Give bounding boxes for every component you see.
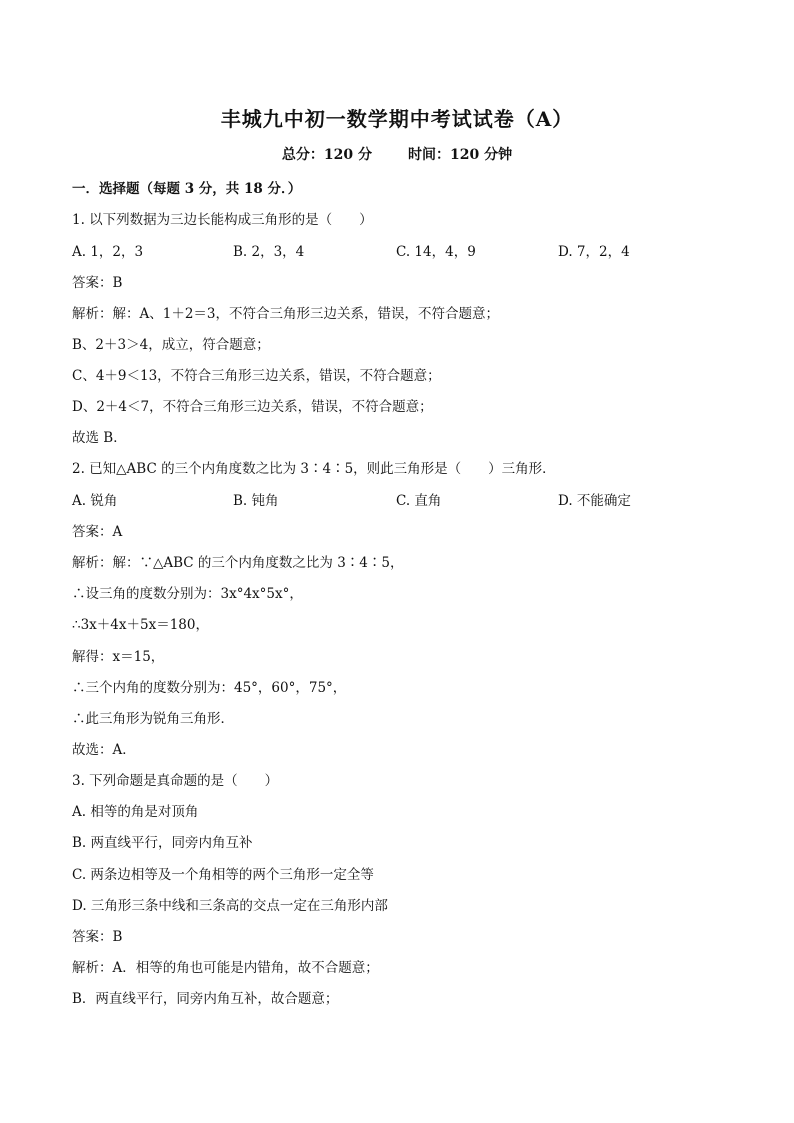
exam-time: 时间：120 分钟 xyxy=(408,147,513,163)
q1-analysis-line: C、4＋9＜13，不符合三角形三边关系，错误，不符合题意； xyxy=(72,368,441,384)
q2-option-c: C. 直角 xyxy=(396,493,442,509)
q2-analysis-line: 故选：A． xyxy=(72,742,136,758)
q1-analysis-line: D、2＋4＜7，不符合三角形三边关系，错误，不符合题意； xyxy=(72,399,433,415)
q2-analysis-line: ∴此三角形为锐角三角形． xyxy=(72,711,234,727)
q1-stem: 1. 以下列数据为三边长能构成三角形的是（ ） xyxy=(72,212,373,228)
q1-analysis-line: 故选 B． xyxy=(72,430,127,446)
total-score: 总分：120 分 xyxy=(281,147,372,163)
q3-analysis-line: B．两直线平行，同旁内角互补，故合题意； xyxy=(72,991,339,1007)
q3-option-b: B. 两直线平行，同旁内角互补 xyxy=(72,835,253,851)
exam-title: 丰城九中初一数学期中考试试卷（A） xyxy=(220,107,574,131)
q2-analysis-line: ∴设三角的度数分别为：3x°4x°5x°， xyxy=(72,586,303,602)
q3-option-c: C. 两条边相等及一个角相等的两个三角形一定全等 xyxy=(72,867,374,883)
q2-analysis-line: 解析：解：∵△ABC 的三个内角度数之比为 3∶4∶5， xyxy=(72,555,404,571)
q2-answer: 答案：A xyxy=(72,524,123,540)
q1-option-d: D. 7，2，4 xyxy=(558,244,630,260)
q2-analysis-line: 解得：x＝15， xyxy=(72,649,165,665)
q1-analysis-line: B、2＋3＞4，成立，符合题意； xyxy=(72,337,270,353)
q2-stem: 2. 已知△ABC 的三个内角度数之比为 3∶4∶5，则此三角形是（ ）三角形． xyxy=(72,461,556,477)
q3-option-a: A. 相等的角是对顶角 xyxy=(72,804,199,820)
q2-option-b: B. 钝角 xyxy=(233,493,279,509)
q1-option-a: A. 1，2，3 xyxy=(72,244,144,260)
q3-stem: 3. 下列命题是真命题的是（ ） xyxy=(72,773,279,789)
q2-option-d: D. 不能确定 xyxy=(558,493,631,509)
q3-answer: 答案：B xyxy=(72,929,123,945)
q1-analysis-line: 解析：解：A、1＋2＝3，不符合三角形三边关系，错误，不符合题意； xyxy=(72,306,500,322)
q1-option-c: C. 14，4，9 xyxy=(396,244,476,260)
q1-option-b: B. 2，3，4 xyxy=(233,244,305,260)
exam-meta xyxy=(0,144,794,164)
q2-analysis-line: ∴3x＋4x＋5x＝180， xyxy=(72,617,209,633)
section-heading: 一．选择题（每题 3 分，共 18 分．） xyxy=(72,181,302,197)
q3-option-d: D. 三角形三条中线和三条高的交点一定在三角形内部 xyxy=(72,898,388,914)
q2-analysis-line: ∴三个内角的度数分别为：45°，60°，75°， xyxy=(72,680,347,696)
q2-option-a: A. 锐角 xyxy=(72,493,118,509)
q3-analysis-line: 解析：A．相等的角也可能是内错角，故不合题意； xyxy=(72,960,379,976)
q1-answer: 答案：B xyxy=(72,275,123,291)
